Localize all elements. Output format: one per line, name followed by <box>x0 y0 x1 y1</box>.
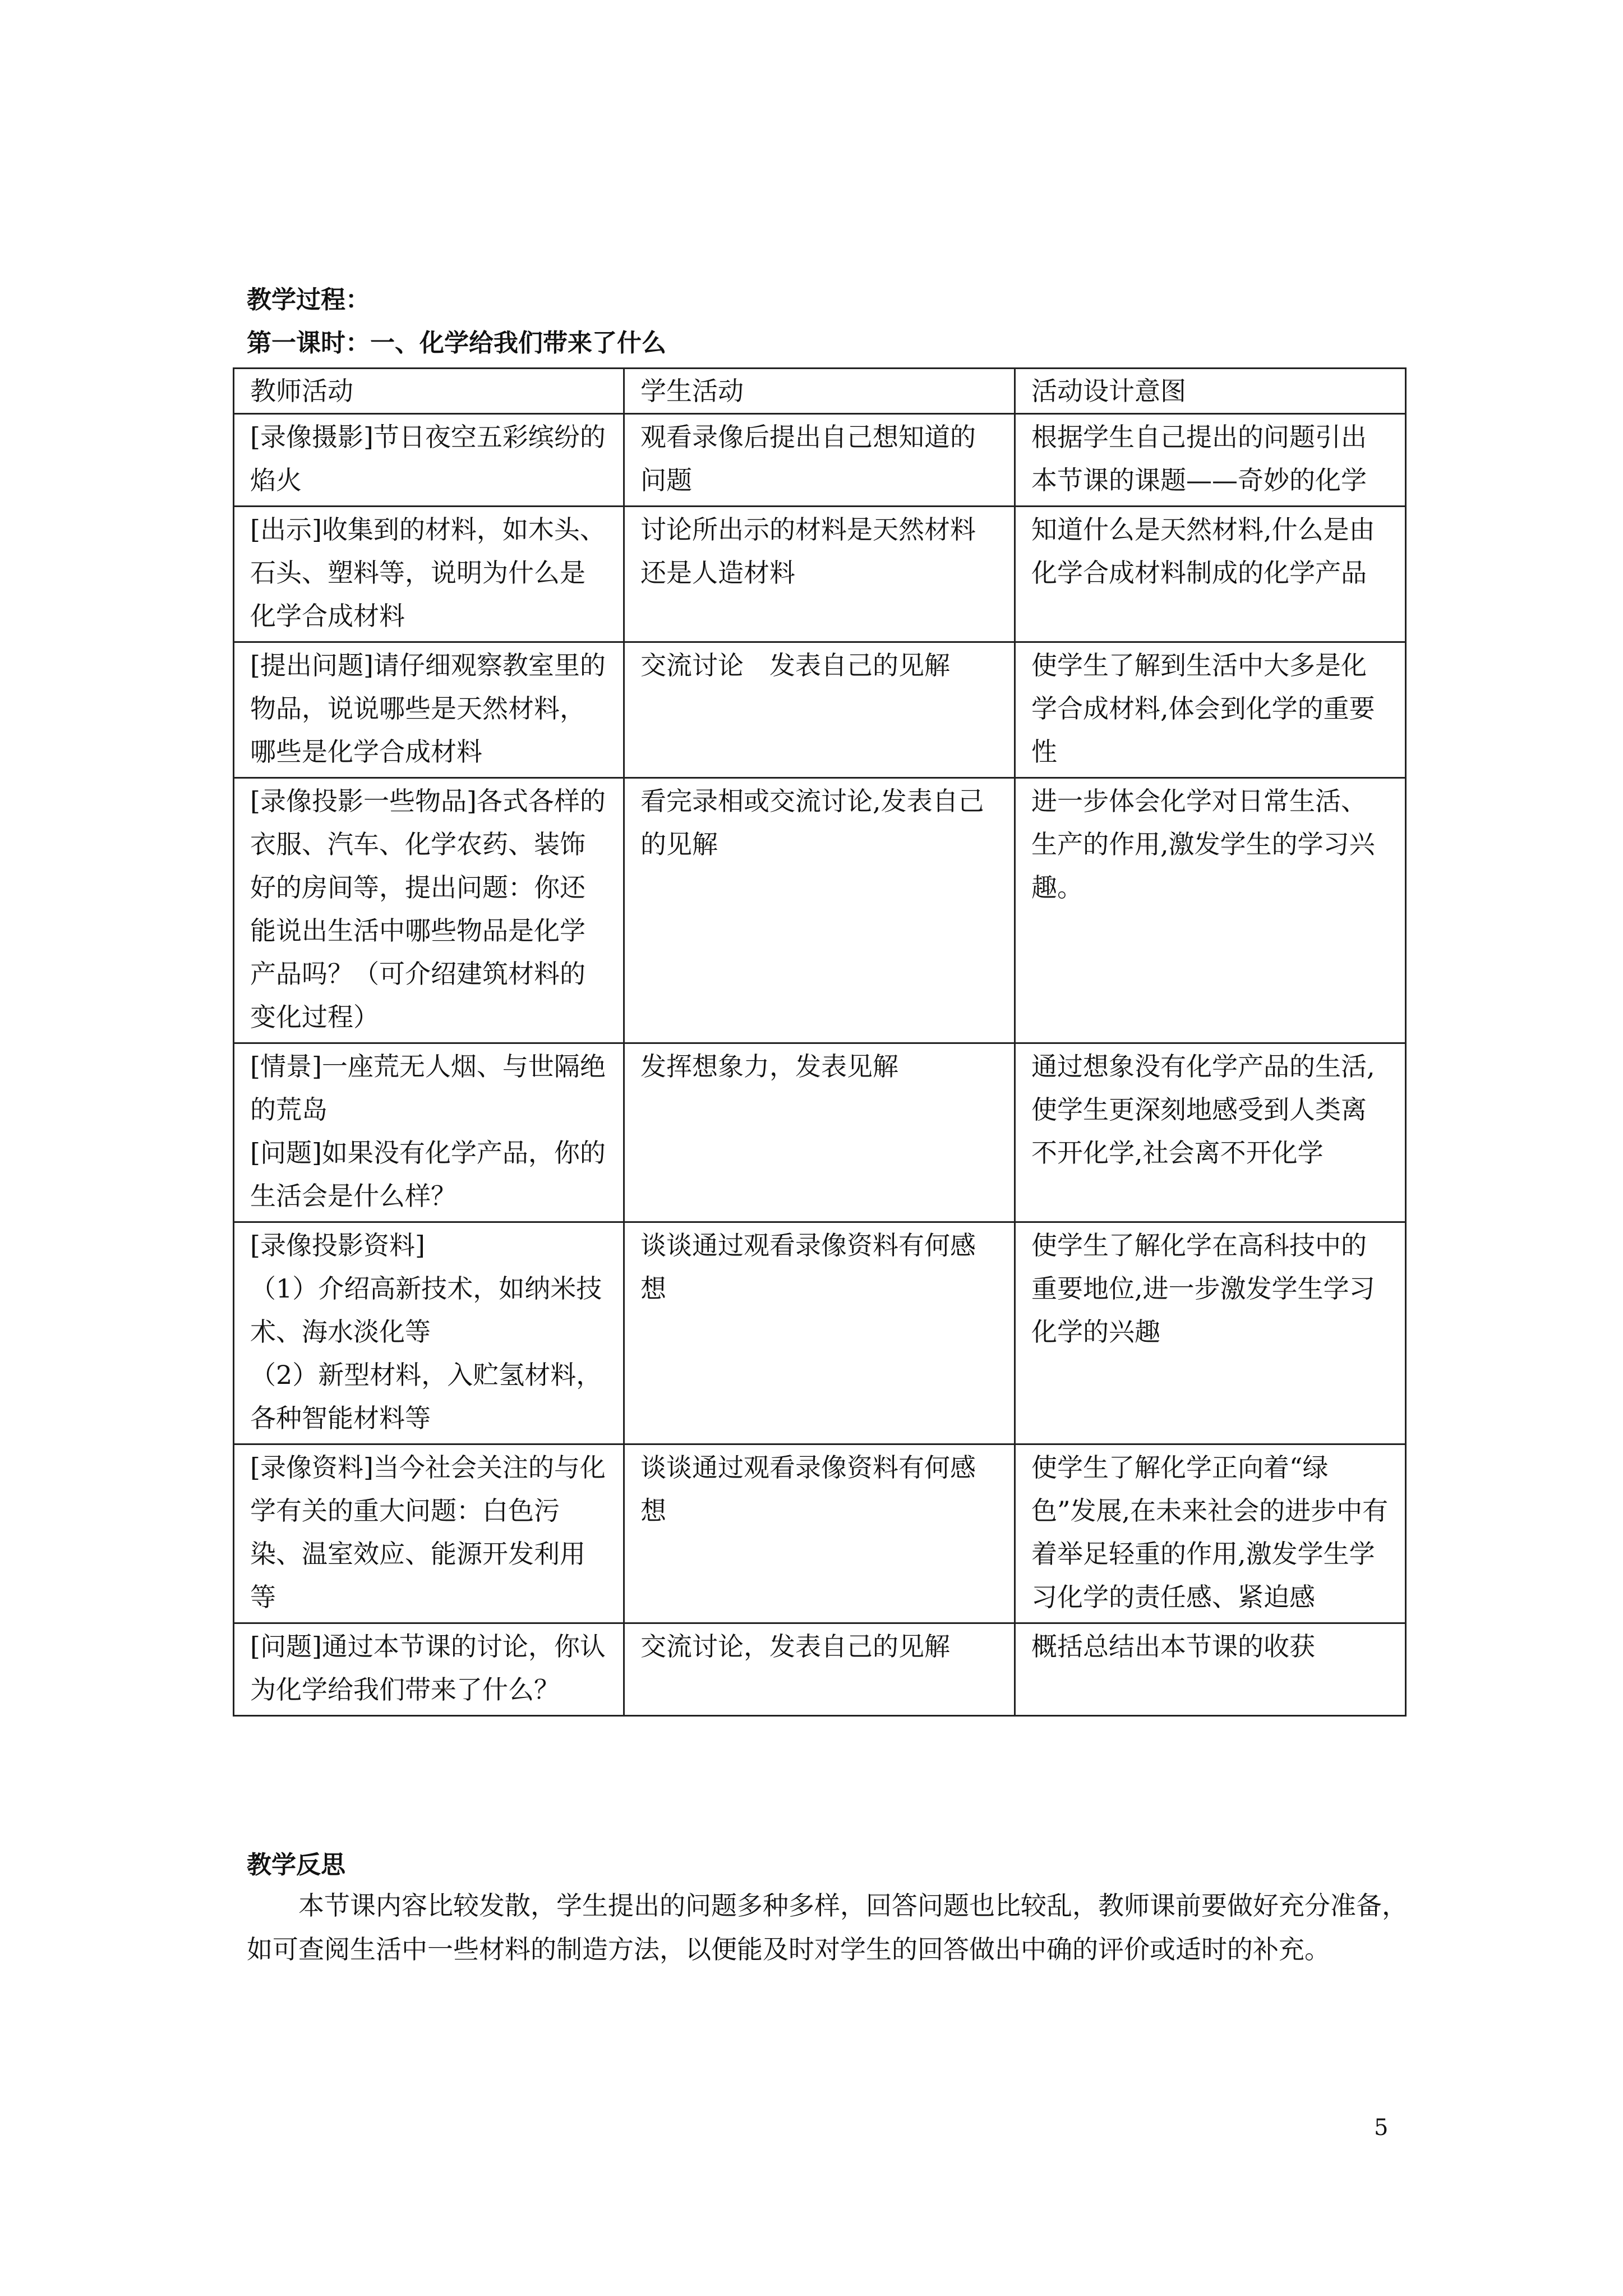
cell-text: （1）介绍高新技术，如纳米技术、海水淡化等 <box>250 1273 602 1347</box>
teacher-activity-cell <box>234 1444 624 1623</box>
cell-text: 交流讨论 发表自己的见解 <box>640 650 950 680</box>
cell-text: 使学生了解化学正向着“绿色”发展,在未来社会的进步中有着举足轻重的作用,激发学生学习化学的责任感、紧迫感 <box>1031 1452 1389 1612</box>
cell-text: 通过想象没有化学产品的生活,使学生更深刻地感受到人类离不开化学,社会离不开化学 <box>1031 1051 1375 1168</box>
header-teacher-activity: 教师活动 <box>234 369 624 414</box>
design-intent-cell <box>1015 1222 1406 1444</box>
teaching-process-heading: 教学过程： <box>247 286 370 314</box>
teacher-activity-cell <box>234 507 624 642</box>
header-design-intent: 活动设计意图 <box>1015 369 1406 414</box>
cell-text: 看完录相或交流讨论,发表自己的见解 <box>640 786 984 859</box>
design-intent-cell <box>1015 507 1406 642</box>
student-activity-cell <box>624 1222 1015 1444</box>
teacher-activity-cell <box>234 642 624 778</box>
cell-text: [情景]一座荒无人烟、与世隔绝的荒岛 <box>250 1051 606 1125</box>
student-activity-cell <box>624 1444 1015 1623</box>
cell-text: [录像资料]当今社会关注的与化学有关的重大问题：白色污染、温室效应、能源开发利用等 <box>250 1452 606 1612</box>
cell-text: （2）新型材料，入贮氢材料，各种智能材料等 <box>250 1360 602 1433</box>
teacher-activity-cell <box>234 414 624 507</box>
cell-text: [录像投影一些物品]各式各样的衣服、汽车、化学农药、装饰好的房间等，提出问题：你还能说出生活中哪些物品是化学产品吗？（可介绍建筑材料的变化过程） <box>250 786 606 1032</box>
teacher-activity-cell <box>234 778 624 1043</box>
table-row <box>234 1043 1406 1222</box>
cell-text: 讨论所出示的材料是天然材料还是人造材料 <box>640 514 976 588</box>
table-row <box>234 507 1406 642</box>
cell-text: [录像摄影]节日夜空五彩缤纷的焰火 <box>250 422 606 495</box>
cell-text: [提出问题]请仔细观察教室里的物品，说说哪些是天然材料，哪些是化学合成材料 <box>250 650 606 767</box>
teacher-activity-cell <box>234 1043 624 1222</box>
cell-text: 谈谈通过观看录像资料有何感想 <box>640 1452 976 1526</box>
cell-text: [问题]通过本节课的讨论，你认为化学给我们带来了什么？ <box>250 1631 606 1705</box>
design-intent-cell <box>1015 1444 1406 1623</box>
table-header-row <box>234 369 1406 414</box>
cell-text: [录像投影资料] <box>250 1230 425 1260</box>
table-row <box>234 1444 1406 1623</box>
teaching-reflection-heading: 教学反思 <box>247 1851 345 1879</box>
student-activity-cell <box>624 414 1015 507</box>
student-activity-cell <box>624 507 1015 642</box>
design-intent-cell <box>1015 778 1406 1043</box>
page-number: 5 <box>1374 2115 1389 2141</box>
cell-text: 观看录像后提出自己想知道的问题 <box>640 422 976 495</box>
cell-text: [问题]如果没有化学产品，你的生活会是什么样？ <box>250 1138 606 1211</box>
table-row <box>234 414 1406 507</box>
design-intent-cell <box>1015 1043 1406 1222</box>
cell-text: [出示]收集到的材料，如木头、石头、塑料等，说明为什么是化学合成材料 <box>250 514 606 631</box>
cell-text: 交流讨论，发表自己的见解 <box>640 1631 950 1662</box>
cell-text: 使学生了解化学在高科技中的重要地位,进一步激发学生学习化学的兴趣 <box>1031 1230 1375 1347</box>
cell-text: 知道什么是天然材料,什么是由化学合成材料制成的化学产品 <box>1031 514 1375 588</box>
student-activity-cell <box>624 778 1015 1043</box>
student-activity-cell <box>624 1623 1015 1716</box>
student-activity-cell <box>624 1043 1015 1222</box>
table-row <box>234 1623 1406 1716</box>
design-intent-cell <box>1015 642 1406 778</box>
teacher-activity-cell <box>234 1623 624 1716</box>
table-row <box>234 778 1406 1043</box>
table-row <box>234 642 1406 778</box>
cell-text: 概括总结出本节课的收获 <box>1031 1631 1315 1662</box>
cell-text: 使学生了解到生活中大多是化学合成材料,体会到化学的重要性 <box>1031 650 1375 767</box>
table-row <box>234 1222 1406 1444</box>
teaching-reflection-text: 本节课内容比较发散，学生提出的问题多种多样，回答问题也比较乱，教师课前要做好充分准备，如可查阅生活中一些材料的制造方法，以便能及时对学生的回答做出中确的评价或适时的补充。 <box>247 1890 1408 1964</box>
cell-text: 进一步体会化学对日常生活、生产的作用,激发学生的学习兴趣。 <box>1031 786 1375 903</box>
design-intent-cell <box>1015 1623 1406 1716</box>
lesson-title: 第一课时：一、化学给我们带来了什么 <box>247 329 666 357</box>
lesson-activity-table <box>233 367 1407 1717</box>
cell-text: 谈谈通过观看录像资料有何感想 <box>640 1230 976 1304</box>
design-intent-cell <box>1015 414 1406 507</box>
student-activity-cell <box>624 642 1015 778</box>
header-student-activity: 学生活动 <box>624 369 1015 414</box>
cell-text: 根据学生自己提出的问题引出本节课的课题——奇妙的化学 <box>1031 422 1367 495</box>
cell-text: 发挥想象力，发表见解 <box>640 1051 898 1082</box>
teacher-activity-cell <box>234 1222 624 1444</box>
